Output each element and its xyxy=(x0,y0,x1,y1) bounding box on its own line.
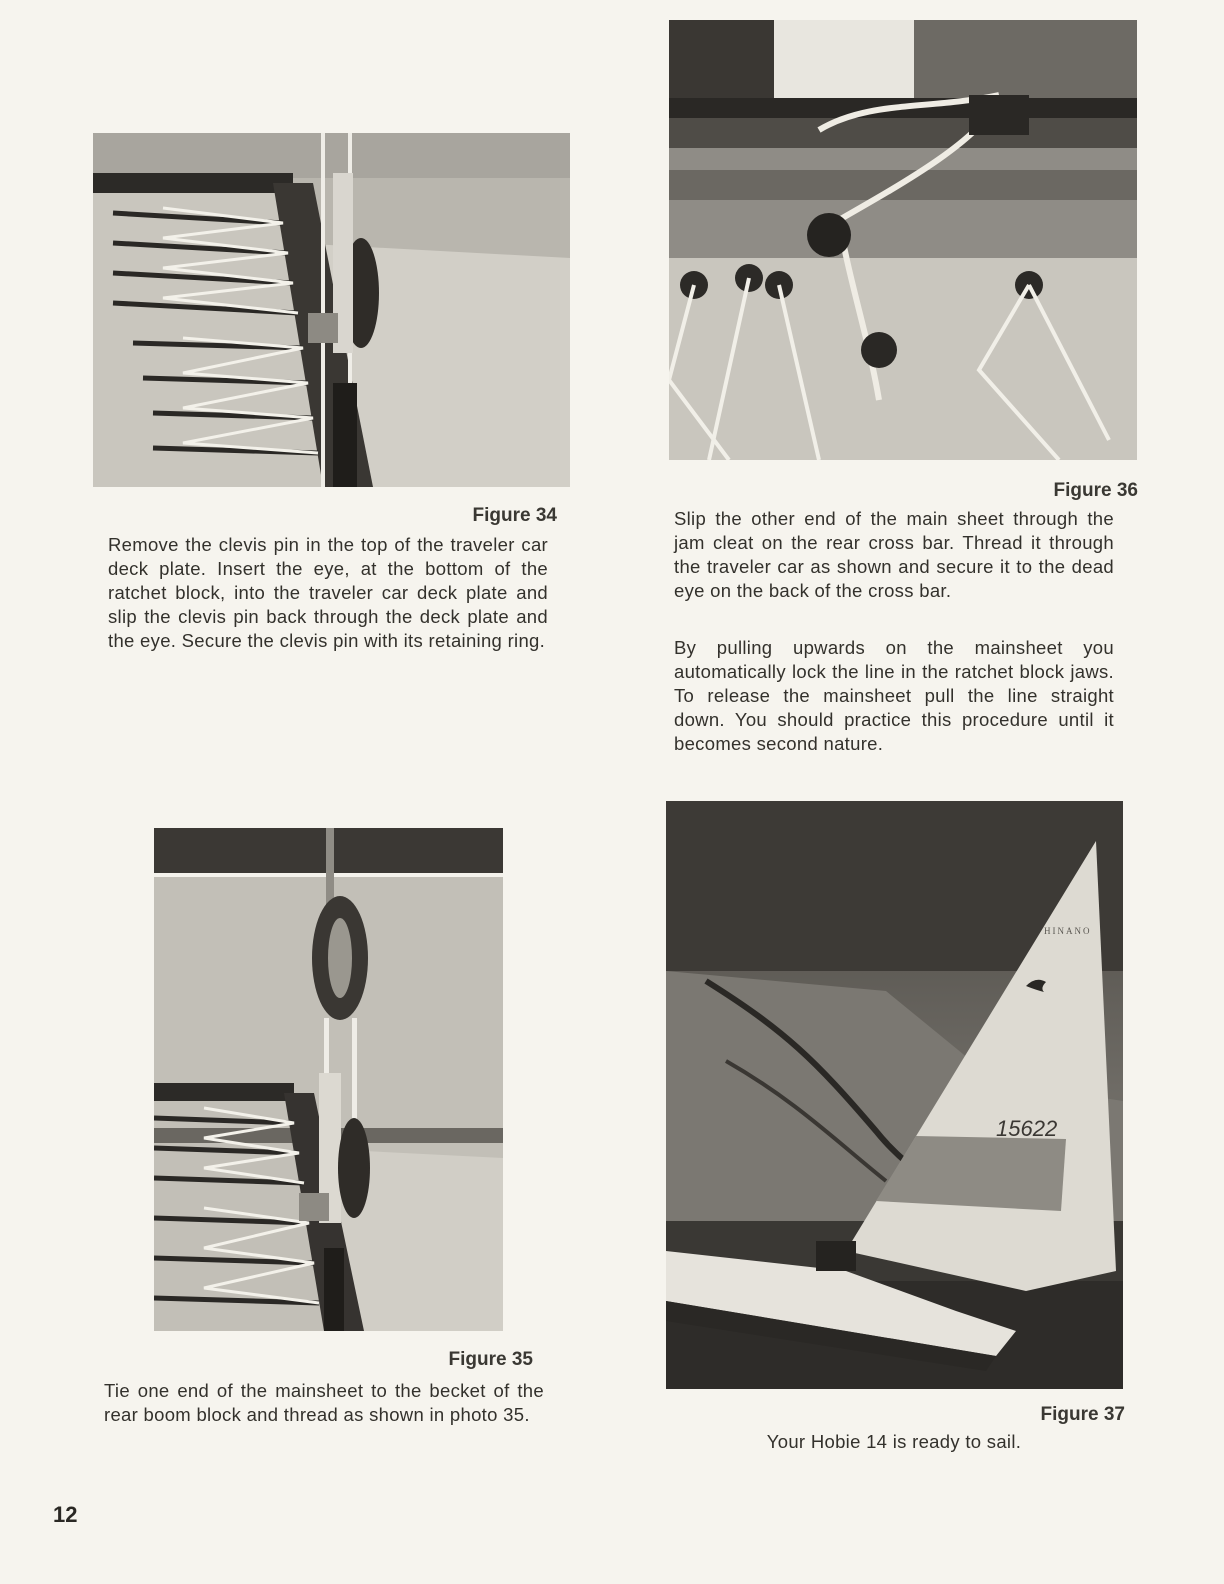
traveler-deck-plate-image xyxy=(93,133,570,487)
sail-number: 15622 xyxy=(996,1116,1058,1141)
figure-34-text: Remove the clevis pin in the top of the traveler car deck plate. Insert the eye, at the bottom of the ratchet block, into the traveler car deck plate and slip the clevis pin back through the deck plate and the eye. Secure the clevis pin with its retaining ring. xyxy=(108,534,548,651)
hobie-14-sailing-image xyxy=(666,801,1123,1389)
figure-36-caption: Figure 36 xyxy=(1053,480,1138,501)
figure-37-text: Your Hobie 14 is ready to sail. xyxy=(766,1431,1022,1452)
figure-37-photo xyxy=(666,801,1123,1389)
figure-34-caption: Figure 34 xyxy=(472,505,557,526)
page-number: 12 xyxy=(53,1502,78,1527)
figure-37-caption: Figure 37 xyxy=(1040,1404,1125,1425)
jam-cleat-crossbar-image xyxy=(669,20,1137,460)
figure-35-caption: Figure 35 xyxy=(448,1349,533,1370)
sail-name: HINANO xyxy=(1044,926,1092,936)
figure-36-text-2: By pulling upwards on the mainsheet you automatically lock the line in the ratchet block jaws. To release the mainsheet pull the line straight down. You should practice this procedure until it becomes second nature. xyxy=(674,637,1114,754)
figure-35-text: Tie one end of the mainsheet to the becket of the rear boom block and thread as shown in photo 35. xyxy=(104,1380,544,1425)
boom-block-image xyxy=(154,828,503,1331)
figure-36-photo xyxy=(669,20,1137,460)
figure-35-photo xyxy=(154,828,503,1331)
figure-34-photo xyxy=(93,133,570,487)
figure-36-text: Slip the other end of the main sheet through the jam cleat on the rear cross bar. Thread it through the traveler car as shown and secure it to the dead eye on the back of the cross bar. xyxy=(674,508,1114,601)
